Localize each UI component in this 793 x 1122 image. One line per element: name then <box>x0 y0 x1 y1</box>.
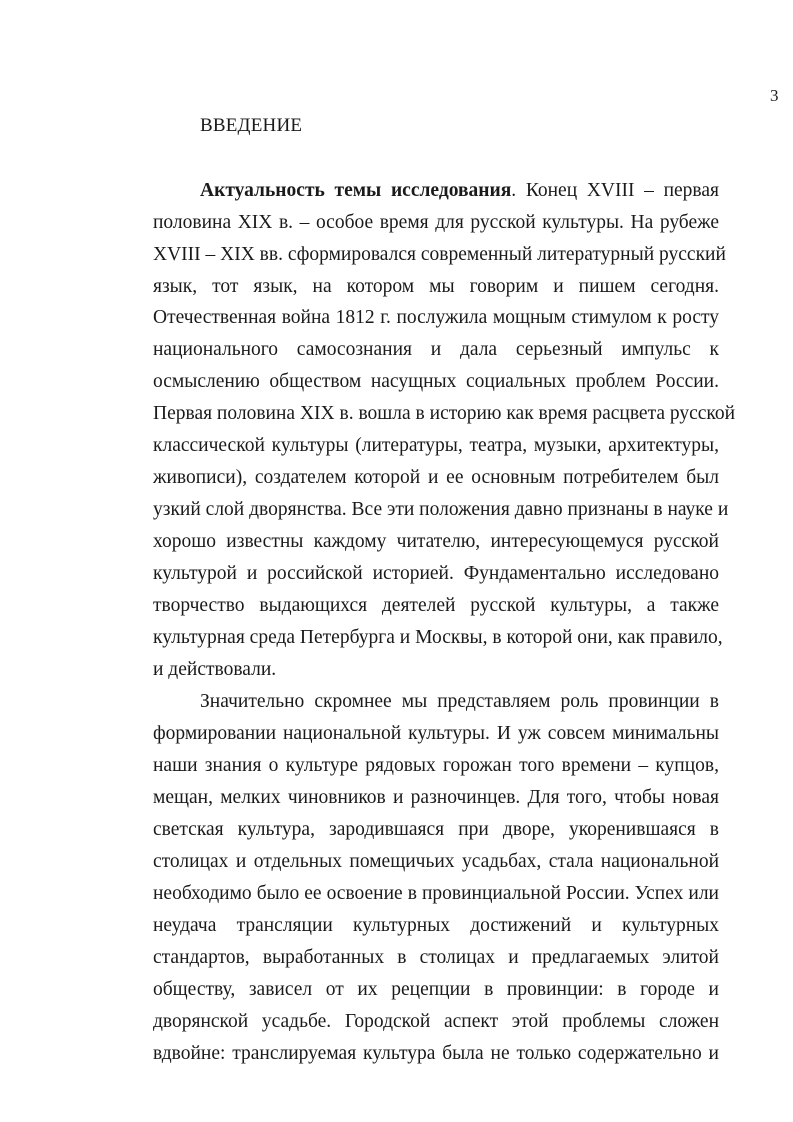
paragraph-line: вдвойне: транслируемая культура была не только содержательно и <box>153 1043 719 1064</box>
paragraph-line <box>200 179 719 203</box>
paragraph-line: язык, тот язык, на котором мы говорим и пишем сегодня. <box>153 276 719 297</box>
paragraph-line: культурная среда Петербурга и Москвы, в которой они, как правило, <box>153 627 723 648</box>
paragraph-line: половина XIX в. – особое время для русской культуры. На рубеже <box>153 212 719 233</box>
paragraph-line: творчество выдающихся деятелей русской культуры, а также <box>153 595 719 616</box>
paragraph-line: XVIII – XIX вв. сформировался современный литературный русский <box>153 244 726 265</box>
paragraph-line: Отечественная война 1812 г. послужила мощным стимулом к росту <box>153 307 719 328</box>
paragraph-line: необходимо было ее освоение в провинциальной России. Успех или <box>153 883 719 904</box>
paragraph-line: классической культуры (литературы, театра, музыки, архитектуры, <box>153 435 719 456</box>
paragraph-line: хорошо известны каждому читателю, интересующемуся русской <box>153 531 719 552</box>
paragraph-line: дворянской усадьбе. Городской аспект этой проблемы сложен <box>153 1011 719 1032</box>
paragraph-line: Первая половина XIX в. вошла в историю как время расцвета русской <box>153 403 736 424</box>
paragraph-line: национального самосознания и дала серьезный импульс к <box>153 339 719 360</box>
paragraph-line: обществу, зависел от их рецепции в провинции: в городе и <box>153 979 719 1000</box>
paragraph-line: светская культура, зародившаяся при дворе, укоренившаяся в <box>153 819 719 840</box>
paragraph-line: Значительно скромнее мы представляем роль провинции в <box>200 691 719 712</box>
paragraph-line: стандартов, выработанных в столицах и предлагаемых элитой <box>153 947 719 968</box>
paragraph-line: живописи), создателем которой и ее основным потребителем был <box>153 467 719 488</box>
paragraph-line: неудача трансляции культурных достижений и культурных <box>153 915 719 936</box>
paragraph-lead-bold: Актуальность темы исследования <box>200 180 512 201</box>
paragraph-line: формировании национальной культуры. И уж совсем минимальны <box>153 723 719 744</box>
paragraph-line: мещан, мелких чиновников и разночинцев. Для того, чтобы новая <box>153 787 719 808</box>
paragraph-line: культурой и российской историей. Фундаментально исследовано <box>153 563 719 584</box>
paragraph-line: узкий слой дворянства. Все эти положения давно признаны в науке и <box>153 499 729 520</box>
paragraph-line: осмыслению обществом насущных социальных проблем России. <box>153 371 719 392</box>
paragraph-line: и действовали. <box>153 659 277 680</box>
section-heading: ВВЕДЕНИЕ <box>200 115 303 136</box>
paragraph-line: наши знания о культуре рядовых горожан того времени – купцов, <box>153 755 719 776</box>
page-number: 3 <box>770 86 779 105</box>
paragraph-line: столицах и отдельных помещичьих усадьбах, стала национальной <box>153 851 719 872</box>
paragraph-line-text: . Конец XVIII – первая <box>511 180 720 201</box>
